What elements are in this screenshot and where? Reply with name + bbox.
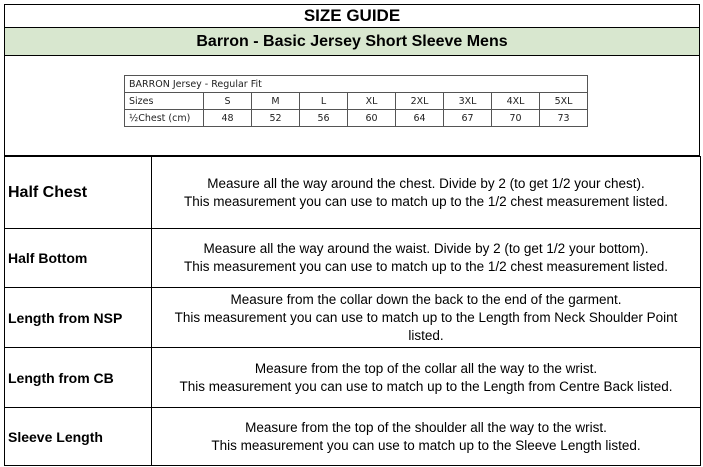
size-chart-caption-row <box>125 76 588 93</box>
chest-label: ½Chest (cm) <box>125 110 204 127</box>
size-cell: L <box>300 93 348 110</box>
guide-heading: Length from CB <box>5 348 152 408</box>
guide-line: This measurement you can use to match up to the Length from Centre Back listed. <box>179 378 673 394</box>
measurement-guide-table <box>4 156 701 466</box>
guide-line: Measure from the top of the shoulder all the way to the wrist. <box>245 419 607 435</box>
guide-description <box>152 348 701 408</box>
chest-cell: 67 <box>444 110 492 127</box>
guide-row-half-bottom <box>5 229 701 288</box>
guide-heading: Length from NSP <box>5 288 152 348</box>
size-chart-caption: BARRON Jersey - Regular Fit <box>125 76 588 93</box>
guide-description <box>152 229 701 288</box>
guide-heading: Sleeve Length <box>5 408 152 466</box>
chest-cell: 56 <box>300 110 348 127</box>
size-cell: 3XL <box>444 93 492 110</box>
size-cell: M <box>252 93 300 110</box>
guide-line: Measure all the way around the waist. Divide by 2 (to get 1/2 your bottom). <box>203 241 649 256</box>
guide-line: Measure from the collar down the back to the end of the garment. <box>230 291 622 307</box>
guide-line: This measurement you can use to match up to the Sleeve Length listed. <box>211 437 641 453</box>
guide-row-half-chest <box>5 157 701 229</box>
chest-cell: 64 <box>396 110 444 127</box>
guide-line: This measurement you can use to match up to the 1/2 chest measurement listed. <box>184 259 668 274</box>
sizes-row <box>125 93 588 110</box>
product-subtitle: Barron - Basic Jersey Short Sleeve Mens <box>4 28 700 56</box>
guide-row-sleeve-length <box>5 408 701 466</box>
sizes-label: Sizes <box>125 93 204 110</box>
size-cell: 4XL <box>492 93 540 110</box>
guide-line: This measurement you can use to match up to the Length from Neck Shoulder Point listed. <box>174 309 678 343</box>
guide-description <box>152 288 701 348</box>
size-cell: 2XL <box>396 93 444 110</box>
guide-heading: Half Chest <box>5 157 152 229</box>
size-cell: 5XL <box>540 93 588 110</box>
chest-cell: 60 <box>348 110 396 127</box>
guide-description <box>152 408 701 466</box>
guide-row-length-cb <box>5 348 701 408</box>
size-chart-table <box>124 75 588 127</box>
guide-line: This measurement you can use to match up to the 1/2 chest measurement listed. <box>184 193 668 209</box>
page-title: SIZE GUIDE <box>4 4 700 28</box>
size-cell: S <box>204 93 252 110</box>
guide-description <box>152 157 701 229</box>
guide-line: Measure from the top of the collar all the way to the wrist. <box>254 360 598 376</box>
chest-cell: 48 <box>204 110 252 127</box>
chest-cell: 73 <box>540 110 588 127</box>
chest-cell: 52 <box>252 110 300 127</box>
guide-line: Measure all the way around the chest. Divide by 2 (to get 1/2 your chest). <box>207 175 645 191</box>
chest-cell: 70 <box>492 110 540 127</box>
size-cell: XL <box>348 93 396 110</box>
guide-heading: Half Bottom <box>5 229 152 288</box>
guide-row-length-nsp <box>5 288 701 348</box>
chest-row <box>125 110 588 127</box>
